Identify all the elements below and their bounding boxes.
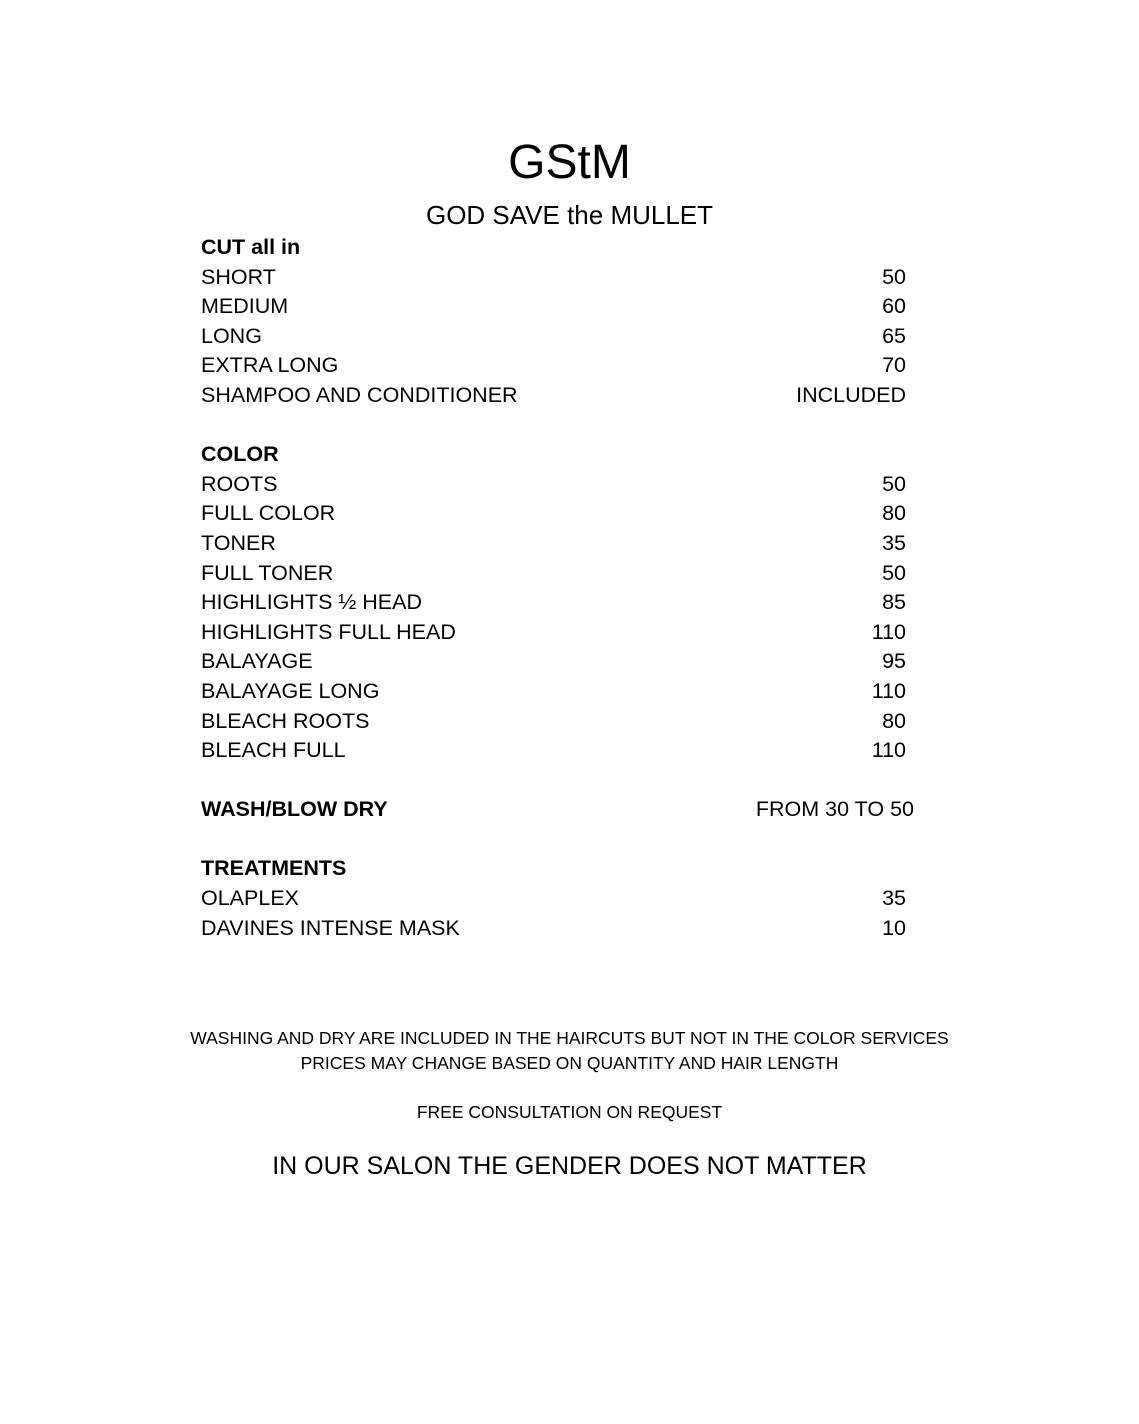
service-price: 80 xyxy=(882,501,906,526)
service-label: HIGHLIGHTS FULL HEAD xyxy=(201,619,456,644)
price-row xyxy=(201,470,914,500)
price-row xyxy=(201,499,914,529)
service-label: HIGHLIGHTS ½ HEAD xyxy=(201,590,423,615)
price-row xyxy=(201,322,914,352)
page-subtitle: GOD SAVE the MULLET xyxy=(425,200,714,230)
footer-tagline: IN OUR SALON THE GENDER DOES NOT MATTER xyxy=(272,1152,867,1180)
service-price: 70 xyxy=(882,353,906,378)
service-price: 60 xyxy=(882,294,906,319)
service-label: SHAMPOO AND CONDITIONER xyxy=(201,382,518,407)
price-row xyxy=(201,707,914,737)
service-price: 80 xyxy=(882,708,906,733)
service-label: BLEACH ROOTS xyxy=(201,708,370,733)
footer-note-washing: WASHING AND DRY ARE INCLUDED IN THE HAIRCUTS BUT NOT IN THE COLOR SERVICES xyxy=(190,1028,949,1048)
service-price: INCLUDED xyxy=(796,382,906,407)
service-label: TONER xyxy=(201,530,276,555)
price-row xyxy=(201,736,914,766)
price-row xyxy=(201,677,914,707)
service-label: BLEACH FULL xyxy=(201,738,346,763)
section-heading-label: CUT all in xyxy=(201,235,301,259)
service-label: FULL COLOR xyxy=(201,501,336,526)
service-label: DAVINES INTENSE MASK xyxy=(201,915,460,940)
section-heading-label: TREATMENTS xyxy=(201,856,347,881)
service-price: 110 xyxy=(871,619,906,644)
price-row xyxy=(201,292,914,322)
price-row xyxy=(201,529,914,559)
section-heading-wash xyxy=(201,795,914,825)
section-heading-label: COLOR xyxy=(201,442,279,467)
footer-note-prices: PRICES MAY CHANGE BASED ON QUANTITY AND HAIR LENGTH xyxy=(300,1053,839,1073)
price-row xyxy=(201,588,914,618)
section-spacer xyxy=(201,766,914,796)
section-heading-cut xyxy=(201,233,914,263)
service-price: 110 xyxy=(871,738,906,763)
service-price: 50 xyxy=(882,264,906,289)
price-row xyxy=(201,351,914,381)
service-price: 35 xyxy=(882,530,906,555)
section-spacer xyxy=(201,825,914,855)
service-price: 50 xyxy=(882,560,906,585)
service-label: SHORT xyxy=(201,264,276,289)
service-price: 10 xyxy=(882,915,906,940)
price-row xyxy=(201,884,914,914)
price-row xyxy=(201,618,914,648)
section-spacer xyxy=(201,411,914,441)
price-row xyxy=(201,647,914,677)
service-price: 95 xyxy=(882,649,906,674)
service-label: EXTRA LONG xyxy=(201,353,339,378)
service-label: ROOTS xyxy=(201,471,278,496)
service-price: 85 xyxy=(882,590,906,615)
service-label: OLAPLEX xyxy=(201,886,299,911)
service-price: FROM 30 TO 50 xyxy=(755,797,914,822)
price-list xyxy=(201,233,914,943)
section-heading-treatments xyxy=(201,854,914,884)
footer-note-consultation: FREE CONSULTATION ON REQUEST xyxy=(416,1102,723,1122)
service-price: 50 xyxy=(882,471,906,496)
service-price: 35 xyxy=(882,886,906,911)
service-label: BALAYAGE xyxy=(201,649,313,674)
page-title: GStM xyxy=(508,136,631,189)
price-row xyxy=(201,914,914,944)
service-label: MEDIUM xyxy=(201,294,289,319)
service-price: 110 xyxy=(871,678,906,703)
price-row xyxy=(201,559,914,589)
section-heading-label: WASH/BLOW DRY xyxy=(201,797,388,822)
price-row xyxy=(201,263,914,293)
service-label: LONG xyxy=(201,323,262,348)
service-label: BALAYAGE LONG xyxy=(201,678,380,703)
section-heading-color xyxy=(201,440,914,470)
service-label: FULL TONER xyxy=(201,560,334,585)
service-price: 65 xyxy=(882,323,906,348)
price-row xyxy=(201,381,914,411)
